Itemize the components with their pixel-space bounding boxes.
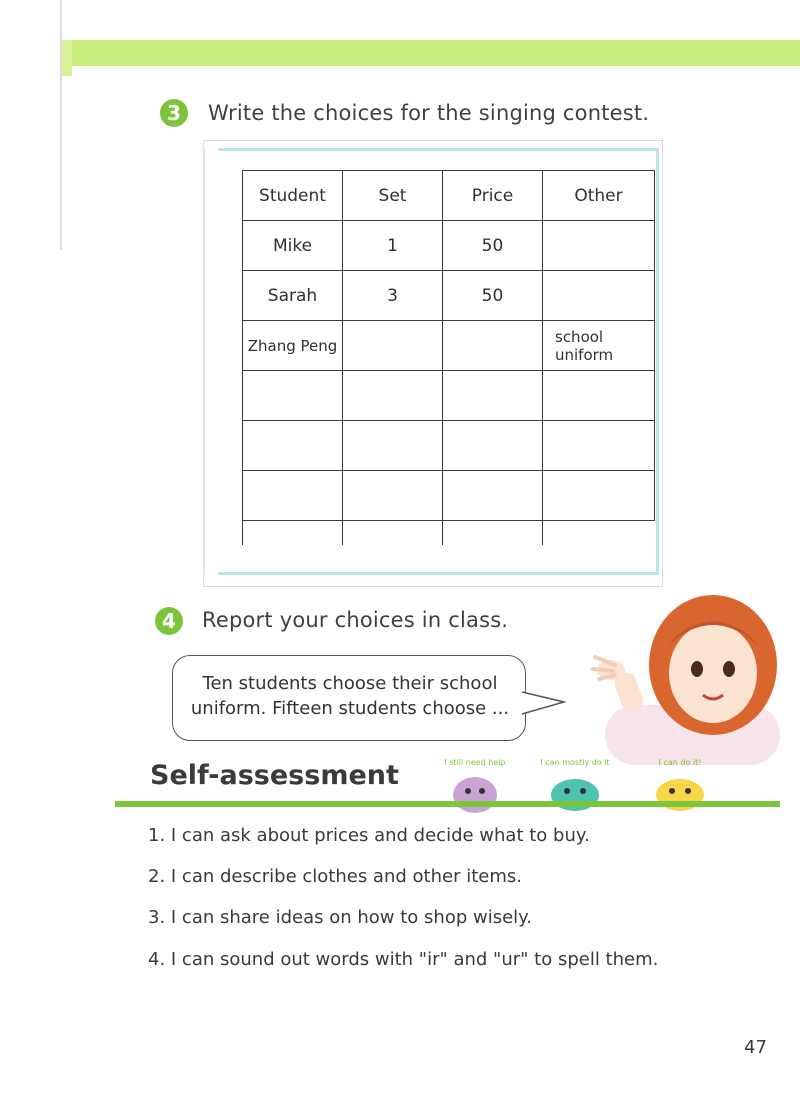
speech-bubble-line-1: Ten students choose their school	[202, 673, 498, 694]
girl-illustration	[585, 585, 785, 765]
cell-price[interactable]: 50	[443, 271, 543, 321]
cell-student[interactable]: Sarah	[243, 271, 343, 321]
header-price: Price	[443, 171, 543, 221]
cell-other[interactable]	[543, 221, 655, 271]
frame-bottom-line	[218, 572, 658, 575]
cell-price[interactable]	[443, 371, 543, 421]
table-row	[243, 471, 655, 521]
cell-other[interactable]	[543, 471, 655, 521]
cell-set[interactable]: 3	[343, 271, 443, 321]
self-assessment-title-part1: Self-	[150, 760, 220, 791]
table-row	[243, 221, 655, 271]
self-assessment-item-3: 3. I can share ideas on how to shop wisely.	[148, 907, 532, 928]
cell-price[interactable]: 50	[443, 221, 543, 271]
speech-bubble-tail	[520, 690, 570, 720]
cell-price[interactable]	[443, 421, 543, 471]
cell-set[interactable]	[343, 421, 443, 471]
cell-student[interactable]: Zhang Peng	[243, 321, 343, 371]
self-assessment-title	[150, 760, 399, 791]
header-student: Student	[243, 171, 343, 221]
cell-student[interactable]: Mike	[243, 221, 343, 271]
frame-left-line	[203, 148, 205, 574]
cell-price[interactable]	[443, 471, 543, 521]
self-assessment-item-1: 1. I can ask about prices and decide what to buy.	[148, 825, 590, 846]
section-3-heading: Write the choices for the singing contest.	[208, 101, 650, 125]
table-row	[243, 321, 655, 371]
cell-set[interactable]	[343, 321, 443, 371]
cell-set[interactable]	[343, 521, 443, 546]
sticker-label-mostly-do-it: I can mostly do it	[540, 758, 610, 767]
cell-student[interactable]	[243, 371, 343, 421]
table-row	[243, 521, 655, 546]
sticker-label-still-need-help: I still need help	[444, 758, 506, 767]
cell-other[interactable]	[543, 271, 655, 321]
section-4-heading: Report your choices in class.	[202, 608, 509, 632]
speech-bubble-text	[180, 671, 520, 721]
table-row	[243, 371, 655, 421]
cell-student[interactable]	[243, 521, 343, 546]
cell-student[interactable]	[243, 421, 343, 471]
header-other: Other	[543, 171, 655, 221]
frame-top-line	[218, 148, 658, 151]
self-assessment-item-2: 2. I can describe clothes and other items.	[148, 866, 522, 887]
self-assessment-item-4: 4. I can sound out words with "ir" and "ur" to spell them.	[148, 949, 659, 970]
cell-price[interactable]	[443, 521, 543, 546]
cell-set[interactable]: 1	[343, 221, 443, 271]
cell-price[interactable]	[443, 321, 543, 371]
page-number: 47	[744, 1037, 767, 1058]
table-header-row	[243, 171, 655, 221]
choices-table	[242, 170, 655, 545]
cell-set[interactable]	[343, 371, 443, 421]
cell-other[interactable]: school uniform	[543, 321, 655, 371]
cell-set[interactable]	[343, 471, 443, 521]
frame-right-line	[656, 148, 659, 574]
header-set: Set	[343, 171, 443, 221]
cell-other[interactable]	[543, 521, 655, 546]
sticker-label-can-do-it: I can do it!	[658, 758, 702, 767]
cell-student[interactable]	[243, 471, 343, 521]
self-assessment-divider	[115, 801, 780, 807]
section-3-badge: 3	[160, 99, 188, 127]
cell-other[interactable]	[543, 371, 655, 421]
self-assessment-title-part2: assessment	[219, 760, 399, 791]
top-decorative-bar	[62, 40, 800, 66]
table-row	[243, 271, 655, 321]
speech-bubble-line-2: uniform. Fifteen students choose ...	[190, 698, 510, 719]
table-row	[243, 421, 655, 471]
cell-other[interactable]	[543, 421, 655, 471]
page-edge-line	[60, 0, 62, 250]
top-decorative-bar-tab	[62, 40, 72, 76]
section-4-badge: 4	[155, 607, 183, 635]
